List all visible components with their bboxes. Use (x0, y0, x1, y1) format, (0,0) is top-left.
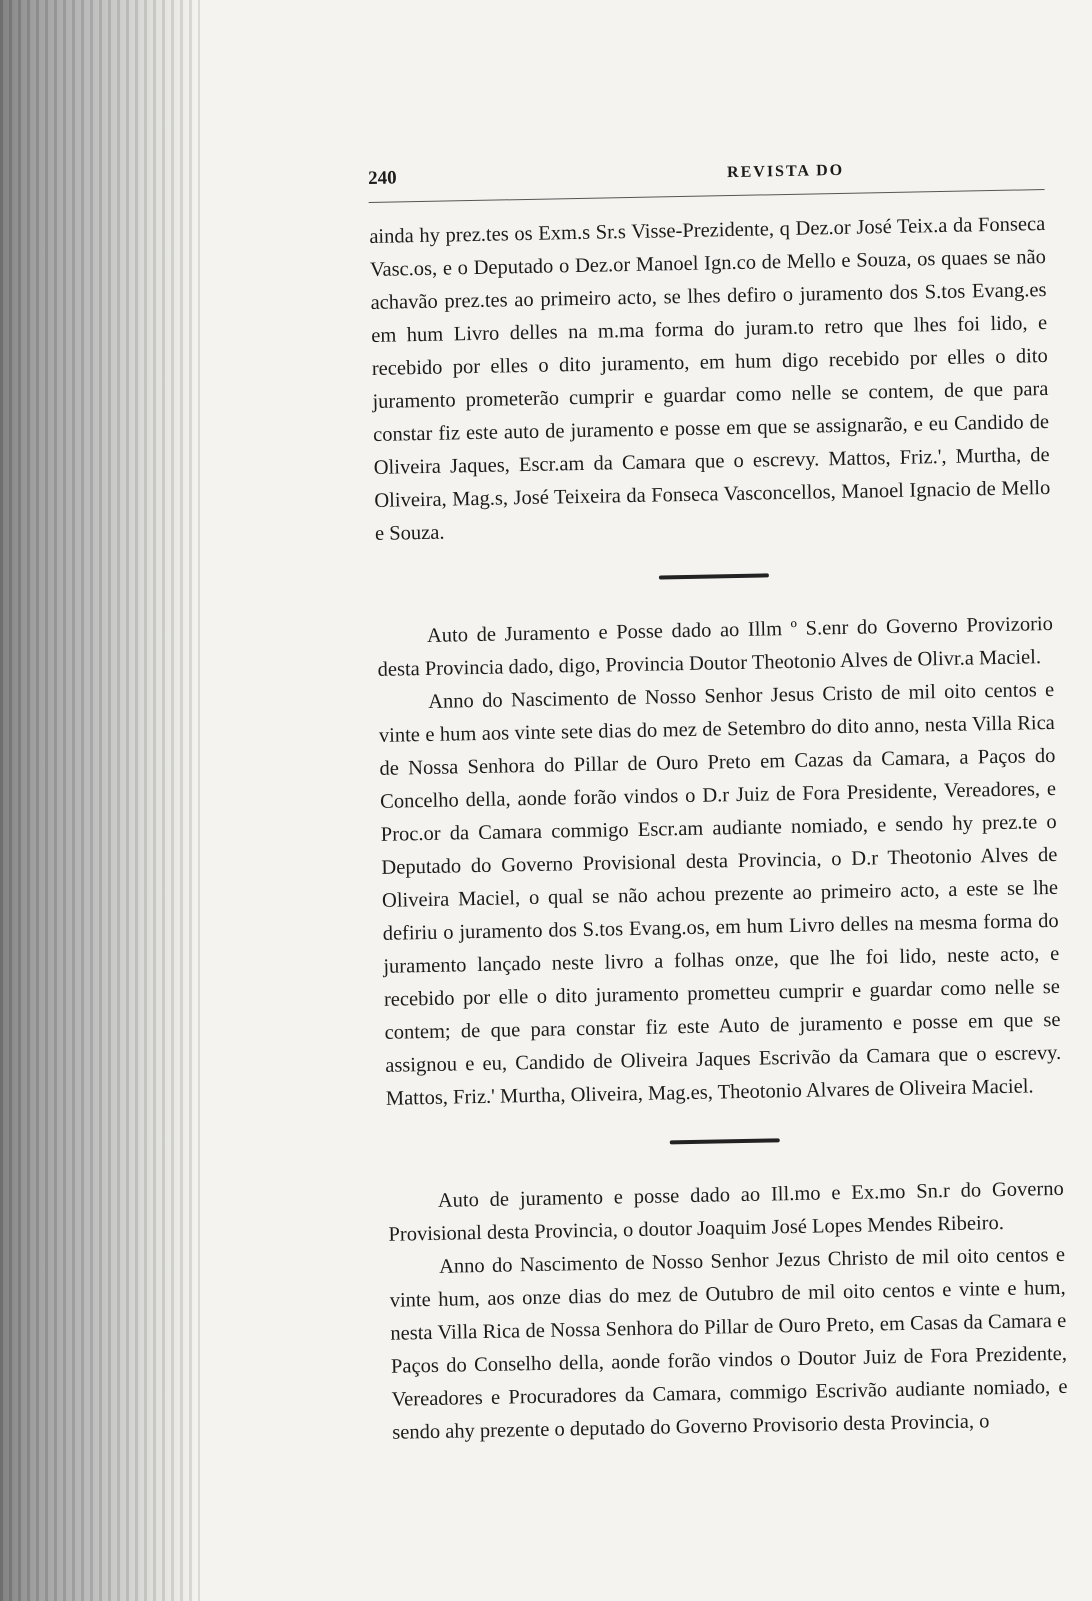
section-body: Anno do Nascimento de Nosso Senhor Jezus Christo de mil oito centos e vinte hum, aos onze dias do mez de Outubro de mil oito centos e vinte e hum, nesta Villa Rica de Nossa Senhora do Pillar de Ouro Preto, em Casas da Camara e Paços do Conselho della, aonde forão vindos o Doutor Juiz de Fora Prezidente, Vereadores e Procuradores da Camara, commigo Escrivão audiante nomiado, e sendo ahy prezente o deputado do Governo Provisorio desta Provincia, o (389, 1243, 1068, 1444)
section-title: Auto de Juramento e Posse dado ao Illm º S.enr do Governo Provizorio desta Provincia dado, digo, Provincia Doutor Theotonio Alves de Olivr.a Maciel. (377, 612, 1054, 681)
section-title: Auto de juramento e posse dado ao Ill.mo e Ex.mo Sn.r do Governo Provisional desta Provincia, o doutor Joaquim José Lopes Mendes Ribeiro. (388, 1177, 1064, 1246)
book-page (368, 155, 1068, 1450)
section-divider (670, 1138, 780, 1144)
continuation-paragraph: ainda hy prez.tes os Exm.s Sr.s Visse-Prezidente, q Dez.or José Teix.a da Fonseca Vasc.os, e o Deputado o Dez.or Manoel Ign.co de Mello e Souza, os quaes se não achavão prez.tes ao primeiro acto, se lhes defiro o juramento dos S.tos Evang.es em hum Livro delles na m.ma forma do juram.to retro que lhes foi lido, e recebido por elles o dito juramento, em hum digo recebido por elles o dito juramento prometerão cumprir e guardar como nelle se contem, de que para constar fiz este auto de juramento e posse em que se assignarão, e eu Candido de Oliveira Jaques, Escr.am da Camara que o escrevy. Mattos, Friz.', Murtha, de Oliveira, Mag.s, José Teixeira da Fonseca Vasconcellos, Manoel Ignacio de Mello e Souza. (369, 213, 1051, 545)
section-body: Anno do Nascimento de Nosso Senhor Jesus Cristo de mil oito centos e vinte e hum aos vinte sete dias do mez de Setembro do dito anno, nesta Villa Rica de Nossa Senhora do Pillar de Ouro Preto em Cazas da Camara, a Paços do Concelho della, aonde forão vindos o D.r Juiz de Fora Presidente, Vereadores, e Proc.or da Camara commigo Escr.am audiante nomiado, e sendo hy prez.te o Deputado do Governo Provisional desta Provincia, o D.r Theotonio Alves de Oliveira Maciel, o qual se não achou prezente ao primeiro acto, a este se lhe defiriu o juramento dos S.tos Evang.os, em hum Livro delles na mesma forma do juramento lançado neste livro a folhas onze, que lhe foi lido, neste acto, e recebido por elle o dito juramento prometteu cumprir e guardar como nelle se contem; de que para constar fiz este Auto de juramento e posse em que se assignou e eu, Candido de Oliveira Jaques Escrivão da Camara que o escrevy. Mattos, Friz.' Murtha, Oliveira, Mag.es, Theotonio Alvares de Oliveira Maciel. (378, 678, 1062, 1110)
section-divider (659, 573, 769, 579)
running-title: REVISTA DO (726, 161, 845, 182)
book-gutter-shadow (0, 0, 200, 1601)
page-number: 240 (368, 167, 397, 189)
